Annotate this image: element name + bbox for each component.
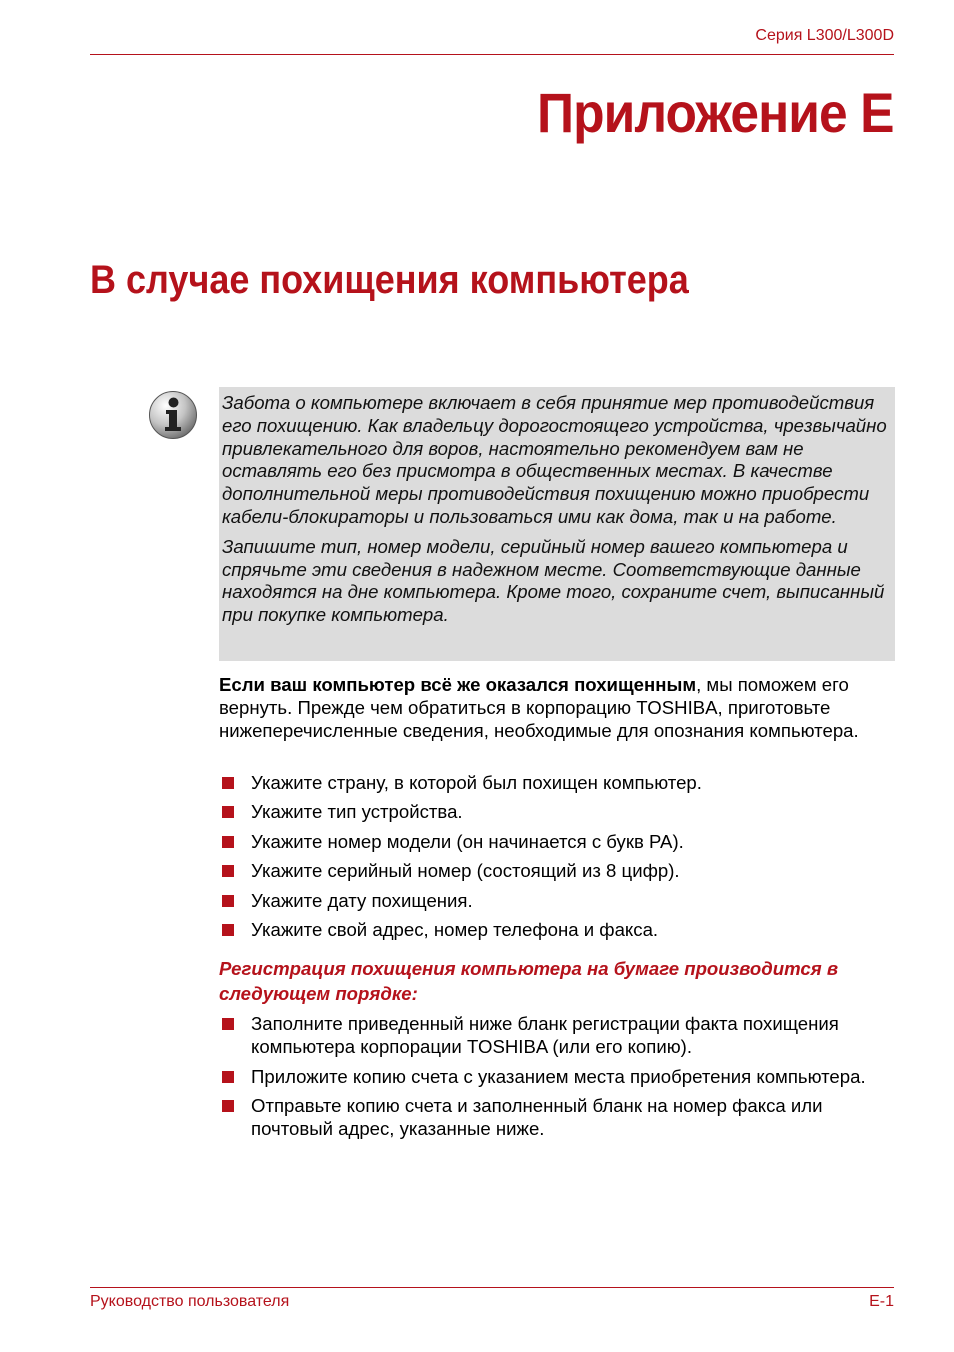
note-box xyxy=(219,387,895,661)
list-item-text: Отправьте копию счета и заполненный бланк на номер факса или почтовый адрес, указанные ниже. xyxy=(251,1095,823,1140)
note-paragraph: Запишите тип, номер модели, серийный номер вашего компьютера и спрячьте эти сведения в надежном месте. Соответствующие данные находятся на дне компьютера. Кроме того, сохраните счет, выписанный при покупке компьютера. xyxy=(222,535,885,626)
bullet-square-icon xyxy=(222,1071,234,1083)
appendix-title: Приложение E xyxy=(537,81,894,144)
list-item xyxy=(219,772,895,795)
list-item-text: Укажите серийный номер (состоящий из 8 цифр). xyxy=(251,860,680,882)
footer-divider xyxy=(90,1287,894,1288)
bullet-square-icon xyxy=(222,777,234,789)
list-item xyxy=(219,860,895,883)
bullet-square-icon xyxy=(222,895,234,907)
list-item xyxy=(219,1013,895,1059)
list-item-text: Укажите свой адрес, номер телефона и факса. xyxy=(251,919,659,941)
list-item xyxy=(219,801,895,824)
list-item-text: Укажите номер модели (он начинается с букв PA). xyxy=(251,830,684,852)
procedure-list xyxy=(219,1013,895,1148)
list-item xyxy=(219,1066,895,1089)
bullet-square-icon xyxy=(222,1100,234,1112)
list-item-text: Приложите копию счета с указанием места приобретения компьютера. xyxy=(251,1065,866,1087)
footer-manual-title: Руководство пользователя xyxy=(90,1293,290,1310)
section-title: В случае похищения компьютера xyxy=(90,258,689,302)
info-list xyxy=(219,772,895,949)
list-item-text: Укажите дату похищения. xyxy=(251,889,473,911)
intro-paragraph xyxy=(219,674,889,742)
bullet-square-icon xyxy=(222,865,234,877)
bullet-square-icon xyxy=(222,924,234,936)
info-icon xyxy=(148,390,198,440)
list-item xyxy=(219,919,895,942)
list-item-text: Заполните приведенный ниже бланк регистрации факта похищения компьютера корпорации TOSHIBA (или его копию). xyxy=(251,1013,839,1057)
bullet-square-icon xyxy=(222,806,234,818)
bullet-square-icon xyxy=(222,836,234,848)
header-divider xyxy=(90,54,894,55)
list-item-text: Укажите страну, в которой был похищен компьютер. xyxy=(251,772,702,793)
header-series: Серия L300/L300D xyxy=(755,27,894,44)
procedure-heading: Регистрация похищения компьютера на бумаге производится в следующем порядке: xyxy=(219,958,839,1004)
intro-rest: , мы поможем его вернуть. Прежде чем обратиться в корпорацию TOSHIBA, приготовьте нижеперечисленные сведения, необходимые для опознания компьютера. xyxy=(219,674,859,741)
footer-page-number: E-1 xyxy=(869,1293,894,1310)
list-item xyxy=(219,890,895,913)
intro-bold: Если ваш компьютер всё же оказался похищенным xyxy=(219,674,697,695)
list-item xyxy=(219,1095,895,1141)
note-paragraph: Забота о компьютере включает в себя принятие мер противодействия его похищению. Как владельцу дорогостоящего устройства, чрезвычайно привлекательного для воров, настоятельно рекомендуем вам не оставлять его без присмотра в общественных местах. В качестве дополнительной меры противодействия похищению можно приобрести кабели-блокираторы и пользоваться ими как дома, так и на работе. xyxy=(222,392,887,527)
list-item-text: Укажите тип устройства. xyxy=(251,801,463,823)
bullet-square-icon xyxy=(222,1018,234,1030)
list-item xyxy=(219,831,895,854)
